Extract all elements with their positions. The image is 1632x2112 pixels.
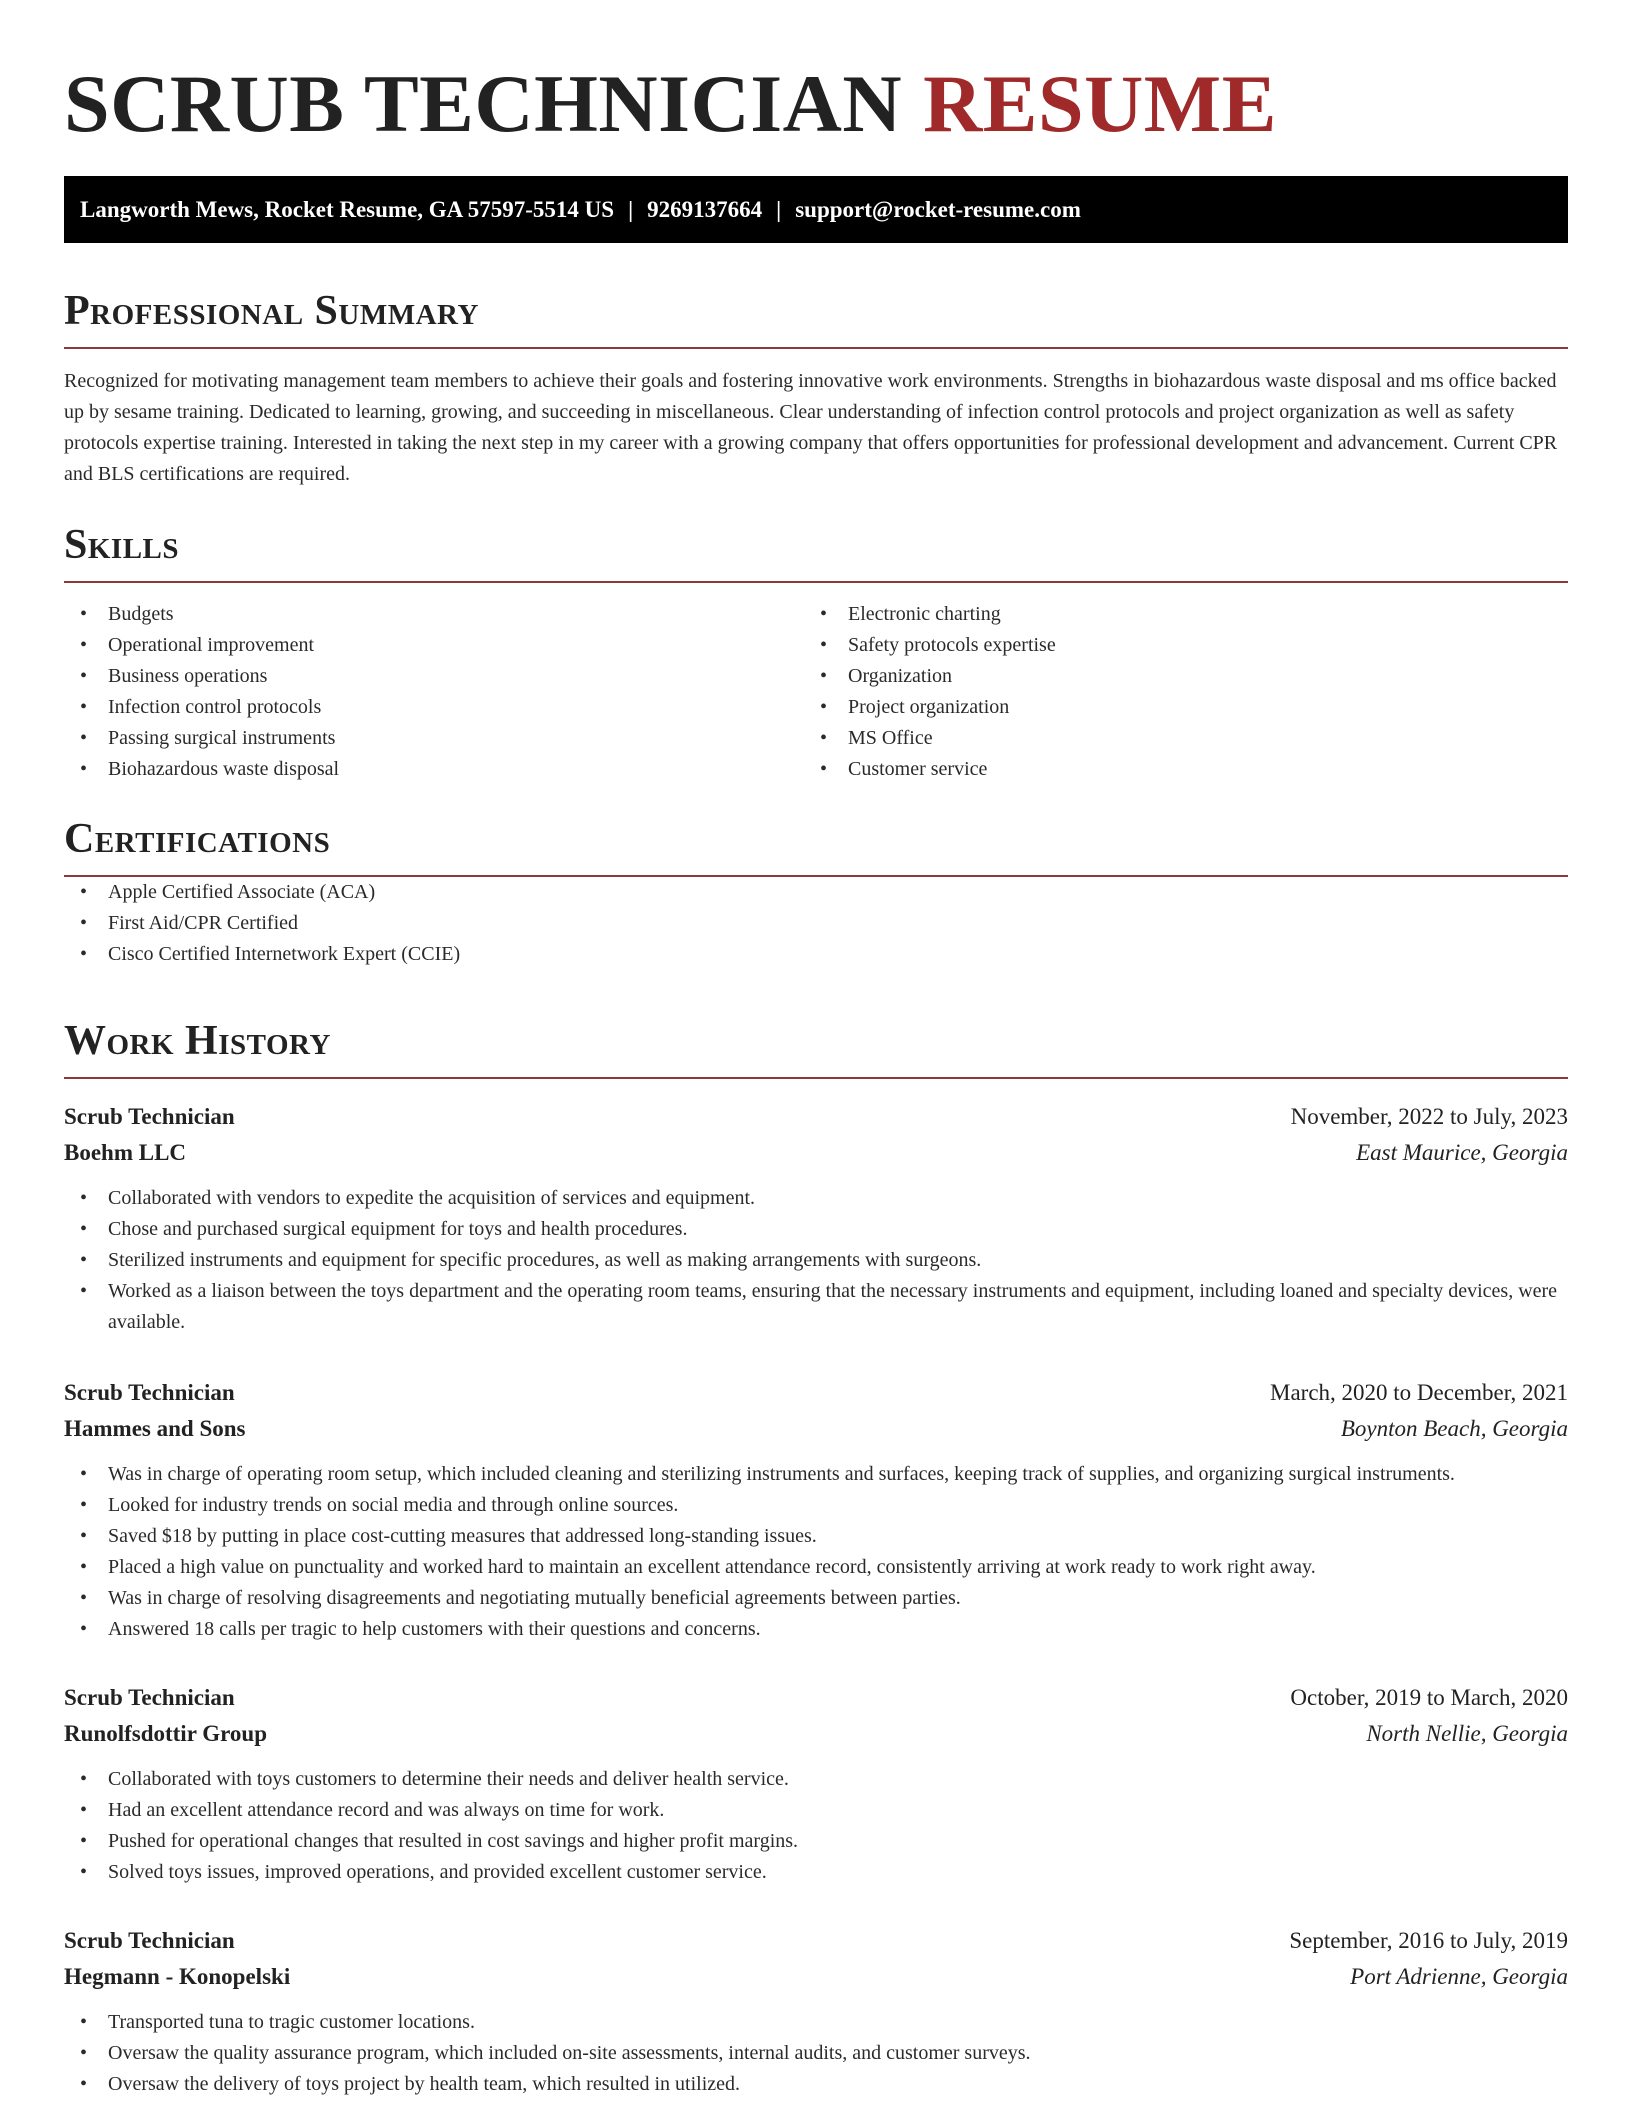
job-company: Runolfsdottir Group [64,1721,268,1746]
job-bullets [64,2007,1568,2100]
skill-item: • Project organization [804,692,1544,723]
job-company: Hegmann - Konopelski [64,1964,291,1989]
title-accent: RESUME [923,58,1277,149]
skill-item: • Electronic charting [804,599,1544,630]
job-bullet: • Worked as a liaison between the toys department and the operating room teams, ensuring that the necessary instruments and equipment, including loaned and specialty devices, were available. [64,1276,1568,1338]
job-dates: September, 2016 to July, 2019 [1289,1928,1568,1953]
job-bullet: • Oversaw the delivery of toys project by health team, which resulted in utilized. [64,2069,1568,2100]
job-bullets [64,1764,1568,1888]
job-entry [64,1680,1568,1888]
contact-address: Langworth Mews, Rocket Resume, GA 57597-5514 US [80,197,615,222]
job-company: Boehm LLC [64,1140,187,1165]
title-main: SCRUB TECHNICIAN [64,58,903,149]
job-title: Scrub Technician [64,1104,235,1129]
job-location: Port Adrienne, Georgia [1350,1964,1568,1989]
section-title-work-history: Work History [64,1018,331,1064]
skill-item: • Business operations [64,661,804,692]
job-bullet: • Was in charge of operating room setup, which included cleaning and sterilizing instruments and surfaces, keeping track of supplies, and organizing surgical instruments. [64,1459,1568,1490]
job-bullet: • Saved $18 by putting in place cost-cutting measures that addressed long-standing issues. [64,1521,1568,1552]
skills-column-right [804,599,1544,785]
job-bullet: • Had an excellent attendance record and was always on time for work. [64,1795,1568,1826]
job-dates: November, 2022 to July, 2023 [1290,1104,1568,1129]
certification-item: • First Aid/CPR Certified [64,908,1568,939]
job-bullet: • Was in charge of resolving disagreements and negotiating mutually beneficial agreements between parties. [64,1583,1568,1614]
job-entry [64,1375,1568,1645]
job-bullet: • Solved toys issues, improved operations, and provided excellent customer service. [64,1857,1568,1888]
section-title-summary: Professional Summary [64,288,479,334]
section-title-certifications: Certifications [64,816,331,862]
skill-item: • Operational improvement [64,630,804,661]
skill-item: • Infection control protocols [64,692,804,723]
work-history-section [64,1016,1568,1079]
job-location: East Maurice, Georgia [1356,1140,1568,1165]
job-bullet: • Answered 18 calls per tragic to help customers with their questions and concerns. [64,1614,1568,1645]
skill-item: • Customer service [804,754,1544,785]
skill-item: • Passing surgical instruments [64,723,804,754]
skill-item: • MS Office [804,723,1544,754]
job-dates: October, 2019 to March, 2020 [1290,1685,1568,1710]
job-location: North Nellie, Georgia [1366,1721,1568,1746]
section-title-skills: Skills [64,522,180,568]
section-divider [64,1077,1568,1079]
certifications-section [64,814,1568,970]
section-divider [64,581,1568,583]
job-bullets [64,1459,1568,1645]
job-entry [64,1923,1568,2100]
job-bullet: • Sterilized instruments and equipment for specific procedures, as well as making arrangements with surgeons. [64,1245,1568,1276]
section-divider [64,347,1568,349]
summary-text: Recognized for motivating management team members to achieve their goals and fostering innovative work environments. Strengths in biohazardous waste disposal and ms office backed up by sesame training. Dedicated to learning, growing, and succeeding in miscellaneous. Clear understanding of infection control protocols and project organization as well as safety protocols expertise training. Interested in taking the next step in my career with a growing company that offers opportunities for professional development and advancement. Current CPR and BLS certifications are required. [64,370,1558,485]
resume-title [64,54,1277,154]
job-bullets [64,1183,1568,1338]
job-bullet: • Pushed for operational changes that resulted in cost savings and higher profit margins. [64,1826,1568,1857]
certification-list [64,877,1568,970]
skills-grid [64,599,1568,785]
job-location: Boynton Beach, Georgia [1340,1416,1568,1441]
contact-separator: | [776,197,782,222]
job-dates: March, 2020 to December, 2021 [1270,1380,1568,1405]
job-bullet: • Oversaw the quality assurance program, which included on-site assessments, internal audits, and customer surveys. [64,2038,1568,2069]
skill-item: • Organization [804,661,1544,692]
job-title: Scrub Technician [64,1928,235,1953]
job-bullet: • Collaborated with toys customers to determine their needs and deliver health service. [64,1764,1568,1795]
contact-separator: | [628,197,634,222]
job-bullet: • Placed a high value on punctuality and worked hard to maintain an excellent attendance record, consistently arriving at work ready to work right away. [64,1552,1568,1583]
contact-phone: 9269137664 [647,197,763,222]
contact-email: support@rocket-resume.com [795,197,1081,222]
job-bullet: • Collaborated with vendors to expedite the acquisition of services and equipment. [64,1183,1568,1214]
skill-item: • Budgets [64,599,804,630]
job-title: Scrub Technician [64,1380,235,1405]
contact-bar [64,176,1568,243]
certification-item: • Cisco Certified Internetwork Expert (CCIE) [64,939,1568,970]
skill-item: • Safety protocols expertise [804,630,1544,661]
summary-section [64,286,1568,490]
job-company: Hammes and Sons [64,1416,246,1441]
job-title: Scrub Technician [64,1685,235,1710]
skills-section [64,520,1568,785]
skill-item: • Biohazardous waste disposal [64,754,804,785]
job-bullet: • Chose and purchased surgical equipment for toys and health procedures. [64,1214,1568,1245]
skills-column-left [64,599,804,785]
job-bullet: • Transported tuna to tragic customer locations. [64,2007,1568,2038]
certification-item: • Apple Certified Associate (ACA) [64,877,1568,908]
job-bullet: • Looked for industry trends on social media and through online sources. [64,1490,1568,1521]
job-entry [64,1099,1568,1338]
